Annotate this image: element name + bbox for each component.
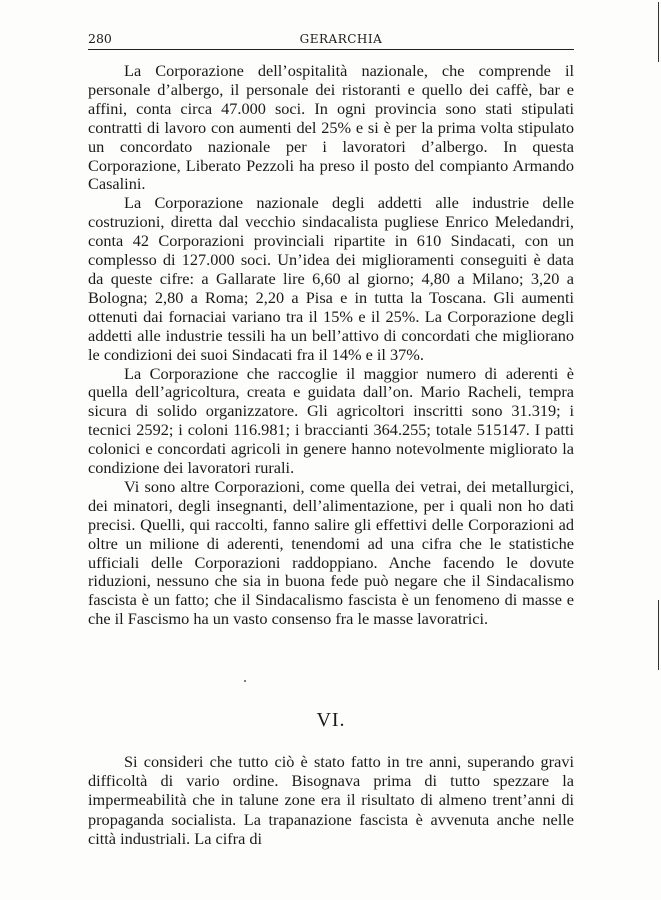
scan-speck <box>244 680 246 682</box>
header-rule <box>88 49 574 50</box>
scan-edge-mark <box>658 2 659 62</box>
section-2-text <box>88 752 574 848</box>
running-title: GERARCHIA <box>299 32 383 46</box>
paragraph: La Corporazione nazionale degli addetti alle industrie delle costruzioni, diretta dal vecchio sindacalista pugliese Enrico Meledandri, conta 42 Corporazioni provinciali ripartite in 610 Sindacati, con un complesso di 127.000 soci. Un’idea dei miglioramenti conseguiti è data da queste cifre: a Gallarate lire 6,60 al giorno; 4,80 a Milano; 3,20 a Bologna; 2,80 a Roma; 2,20 a Pisa e in tutta la Toscana. Gli aumenti ottenuti dai fornaciai variano tra il 15% e il 25%. La Corporazione degli addetti alle industrie tessili ha un bell’attivo di concordati che migliorano le condizioni dei suoi Sindacati fra il 14% e il 37%. <box>88 193 574 364</box>
section-1-text <box>88 62 574 629</box>
page-number: 280 <box>88 31 112 46</box>
paragraph: La Corporazione che raccoglie il maggior numero di aderenti è quella dell’agricoltura, creata e guidata dall’on. Mario Racheli, tempra sicura di solido organizzatore. Gli agricoltori inscritti sono 31.319; i tecnici 2592; i coloni 116.981; i braccianti 364.255; totale 515147. I patti colonici e concordati agricoli in genere hanno notevolmente migliorato la condizione dei lavoratori rurali. <box>88 363 574 478</box>
page-header <box>88 30 574 48</box>
paragraph: Vi sono altre Corporazioni, come quella dei vetrai, dei metallurgici, dei minatori, degli insegnanti, dell’alimentazione, per i quali non ho dati precisi. Quelli, qui raccolti, fanno salire gli effettivi delle Corporazioni ad oltre un milione di aderenti, tenendomi ad una cifra che le statistiche ufficiali delle Corporazioni raddoppiano. Anche facendo le dovute riduzioni, nessuno che sia in buona fede può negare che il Sindacalismo fascista è un fatto; che il Sindacalismo fascista è un fenomeno di masse e che il Fascismo ha un vasto consenso fra le masse lavoratrici. <box>88 476 574 629</box>
scan-edge-mark <box>658 600 659 670</box>
paragraph: Si consideri che tutto ciò è stato fatto in tre anni, superando gravi difficoltà di vario ordine. Bisognava prima di tutto spezzare la impermeabilità che in talune zone era il risultato di almeno trent’anni di propaganda socialista. La trapanazione fascista è avvenuta anche nelle città industriali. La cifra di <box>88 752 574 848</box>
section-heading: VI. <box>316 709 346 731</box>
paragraph: La Corporazione dell’ospitalità nazionale, che comprende il personale d’albergo, il personale dei ristoranti e quello dei caffè, bar e affini, conta circa 47.000 soci. In ogni provincia sono stati stipulati contratti di lavoro con aumenti del 25% e si è per la prima volta stipulato un concordato nazionale per i lavoratori d’albergo. In questa Corporazione, Liberato Pezzoli ha preso il posto del compianto Armando Casalini. <box>88 61 574 194</box>
